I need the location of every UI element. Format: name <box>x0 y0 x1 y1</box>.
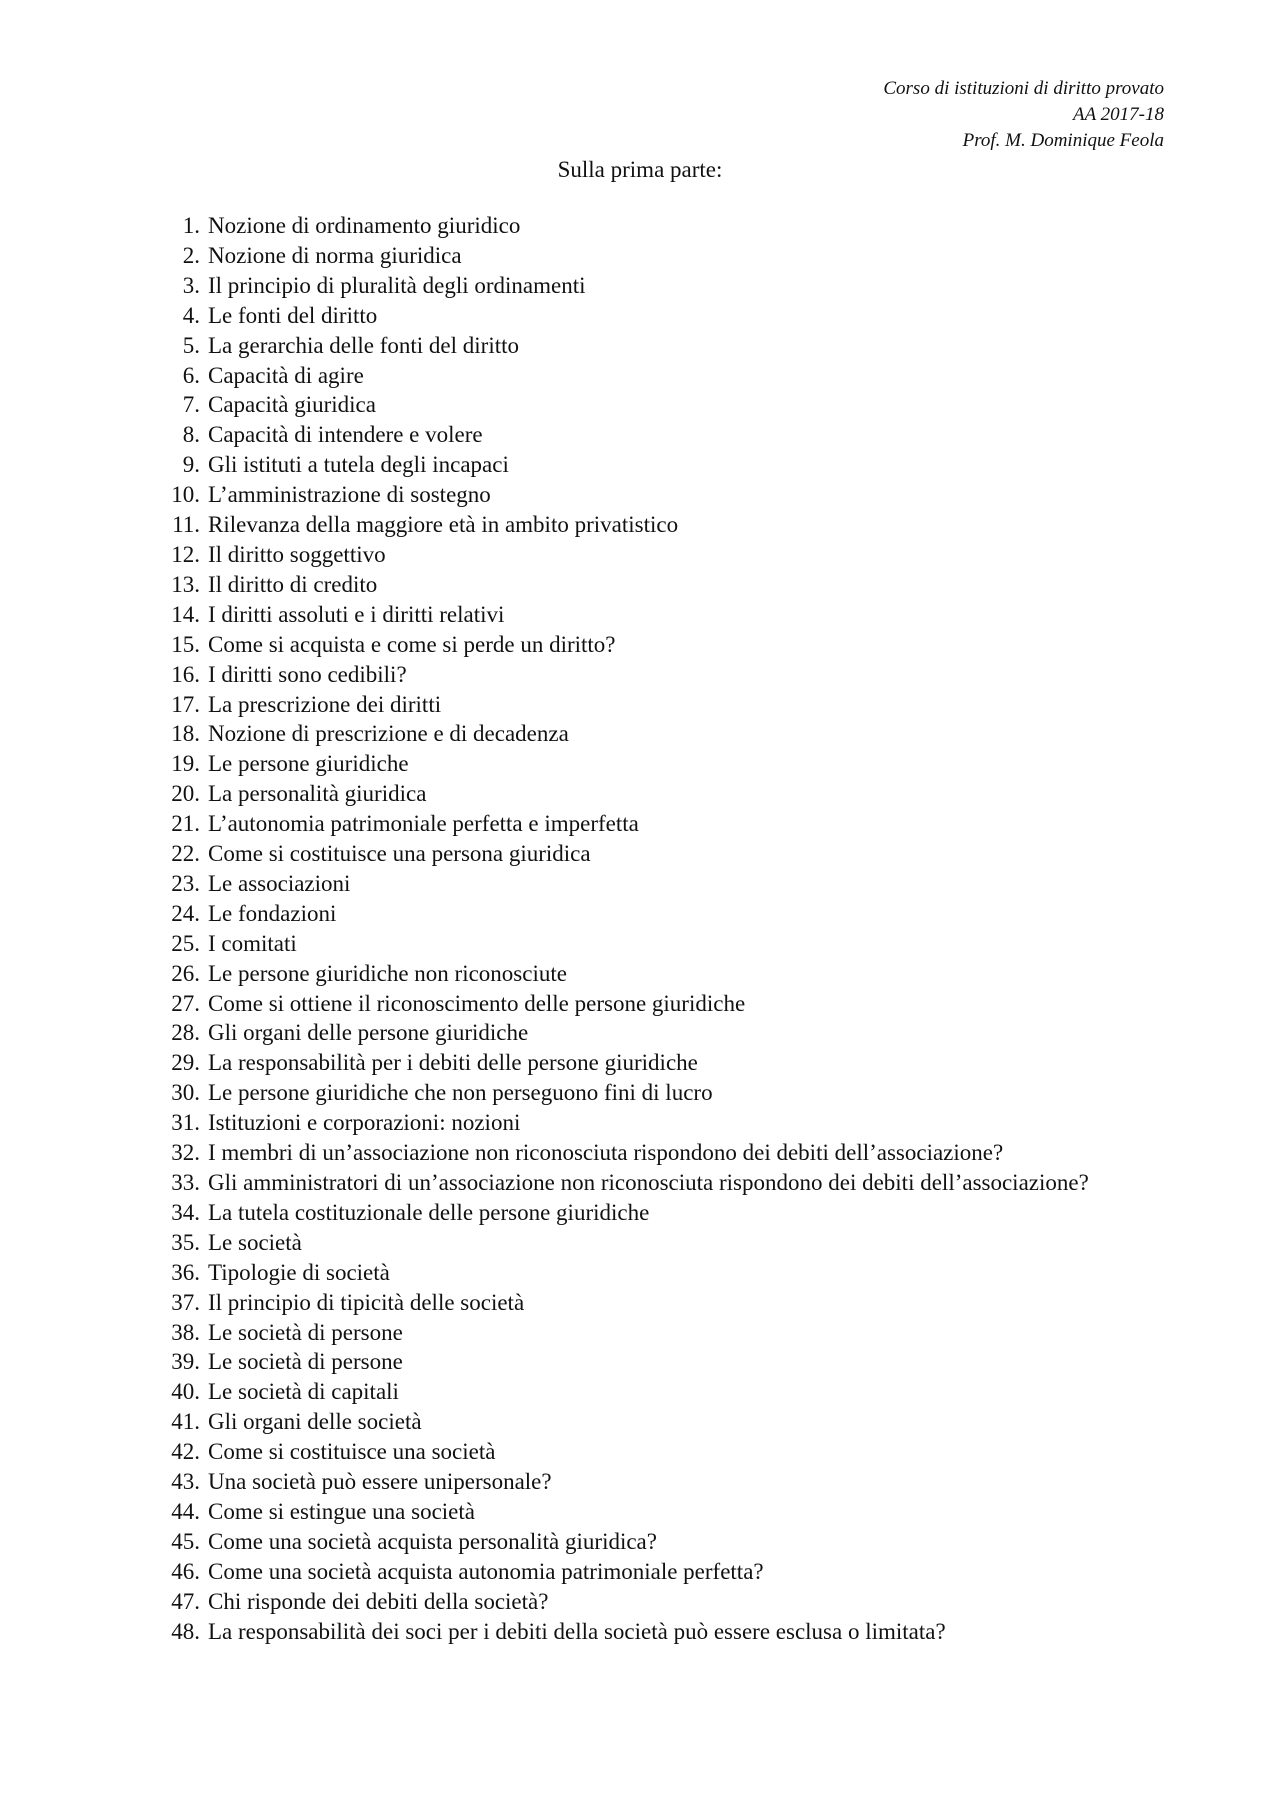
question-number: 2. <box>182 242 200 268</box>
professor-name: Prof. M. Dominique Feola <box>962 130 1164 151</box>
question-text: Tipologie di società <box>208 1259 390 1285</box>
question-number: 4. <box>182 302 200 328</box>
question-text: Le fondazioni <box>208 900 337 926</box>
question-number: 3. <box>182 272 200 298</box>
question-text: L’autonomia patrimoniale perfetta e imperfetta <box>208 811 639 837</box>
question-list <box>150 211 1150 1647</box>
question-number: 44. <box>171 1498 200 1524</box>
question-number: 34. <box>171 1199 200 1225</box>
question-number: 11. <box>172 512 200 538</box>
question-item <box>150 1497 1150 1527</box>
question-number: 21. <box>171 811 200 837</box>
question-number: 24. <box>171 900 200 926</box>
question-item <box>150 510 1150 540</box>
question-item <box>150 1617 1150 1647</box>
question-item <box>150 1587 1150 1617</box>
question-text: La personalità giuridica <box>208 781 427 807</box>
question-text: Le società di capitali <box>208 1379 399 1405</box>
question-item <box>150 1078 1150 1108</box>
question-text: Nozione di prescrizione e di decadenza <box>208 721 569 747</box>
question-text: La prescrizione dei diritti <box>208 691 442 717</box>
question-item <box>150 630 1150 660</box>
question-number: 32. <box>171 1140 200 1166</box>
question-text: Nozione di norma giuridica <box>208 242 462 268</box>
question-number: 20. <box>171 781 200 807</box>
question-text: Come si costituisce una società <box>208 1439 496 1465</box>
question-number: 12. <box>171 541 200 567</box>
question-text: Il diritto di credito <box>208 571 378 597</box>
question-item <box>150 331 1150 361</box>
question-item <box>150 1018 1150 1048</box>
question-item <box>150 690 1150 720</box>
question-text: Le fonti del diritto <box>208 302 378 328</box>
question-text: Le persone giuridiche che non perseguono fini di lucro <box>208 1080 713 1106</box>
question-text: Capacità giuridica <box>208 392 376 418</box>
question-number: 47. <box>171 1588 200 1614</box>
question-text: Gli organi delle persone giuridiche <box>208 1020 529 1046</box>
question-number: 8. <box>182 422 200 448</box>
question-item <box>150 1198 1150 1228</box>
question-item <box>150 241 1150 271</box>
course-name: Corso di istituzioni di diritto provato <box>883 78 1164 99</box>
question-item <box>150 570 1150 600</box>
question-number: 27. <box>171 990 200 1016</box>
question-item <box>150 869 1150 899</box>
question-number: 29. <box>171 1050 200 1076</box>
question-text: La tutela costituzionale delle persone giuridiche <box>208 1199 650 1225</box>
question-text: L’amministrazione di sostegno <box>208 482 491 508</box>
question-number: 38. <box>171 1319 200 1345</box>
question-text: La gerarchia delle fonti del diritto <box>208 332 520 358</box>
question-number: 13. <box>171 571 200 597</box>
question-text: Come si estingue una società <box>208 1498 475 1524</box>
question-item <box>150 1318 1150 1348</box>
question-number: 25. <box>171 930 200 956</box>
question-item <box>150 1557 1150 1587</box>
question-text: I diritti sono cedibili? <box>208 661 407 687</box>
question-text: Come si acquista e come si perde un diritto? <box>208 631 616 657</box>
question-item <box>150 1288 1150 1318</box>
question-number: 45. <box>171 1528 200 1554</box>
question-item <box>150 899 1150 929</box>
question-number: 17. <box>171 691 200 717</box>
question-item <box>150 390 1150 420</box>
question-text: Gli istituti a tutela degli incapaci <box>208 452 509 478</box>
question-item <box>150 839 1150 869</box>
question-number: 39. <box>171 1349 200 1375</box>
question-item <box>150 1048 1150 1078</box>
question-item <box>150 809 1150 839</box>
question-text: I membri di un’associazione non riconosciuta rispondono dei debiti dell’associazione? <box>208 1140 1004 1166</box>
question-number: 7. <box>182 392 200 418</box>
question-number: 23. <box>171 870 200 896</box>
question-item <box>150 660 1150 690</box>
question-number: 43. <box>171 1469 200 1495</box>
question-text: Istituzioni e corporazioni: nozioni <box>208 1110 521 1136</box>
question-item <box>150 1108 1150 1138</box>
question-text: Come si costituisce una persona giuridica <box>208 841 591 867</box>
question-item <box>150 271 1150 301</box>
question-item <box>150 600 1150 630</box>
question-text: Chi risponde dei debiti della società? <box>208 1588 549 1614</box>
question-text: Come si ottiene il riconoscimento delle persone giuridiche <box>208 990 746 1016</box>
question-item <box>150 1138 1150 1168</box>
question-item <box>150 959 1150 989</box>
question-item <box>150 1228 1150 1258</box>
question-item <box>150 420 1150 450</box>
question-item <box>150 719 1150 749</box>
question-text: La responsabilità dei soci per i debiti della società può essere esclusa o limitata? <box>208 1618 946 1644</box>
question-number: 36. <box>171 1259 200 1285</box>
question-item <box>150 211 1150 241</box>
question-item <box>150 1407 1150 1437</box>
question-item <box>150 450 1150 480</box>
question-item <box>150 1527 1150 1557</box>
question-text: Una società può essere unipersonale? <box>208 1469 552 1495</box>
question-item <box>150 1258 1150 1288</box>
question-item <box>150 361 1150 391</box>
question-text: Come una società acquista autonomia patrimoniale perfetta? <box>208 1558 764 1584</box>
question-item <box>150 1347 1150 1377</box>
question-text: Le società di persone <box>208 1319 403 1345</box>
question-text: Gli amministratori di un’associazione non riconosciuta rispondono dei debiti dell’associazione? <box>208 1170 1089 1195</box>
question-number: 16. <box>171 661 200 687</box>
question-item <box>150 779 1150 809</box>
question-text: I comitati <box>208 930 297 956</box>
question-number: 40. <box>171 1379 200 1405</box>
question-text: Il principio di pluralità degli ordinamenti <box>208 272 586 298</box>
question-number: 14. <box>171 601 200 627</box>
question-number: 9. <box>182 452 200 478</box>
question-number: 28. <box>171 1020 200 1046</box>
question-number: 48. <box>171 1618 200 1644</box>
section-title: Sulla prima parte: <box>557 157 723 182</box>
question-number: 37. <box>171 1289 200 1315</box>
question-text: Gli organi delle società <box>208 1409 422 1435</box>
question-number: 30. <box>171 1080 200 1106</box>
question-text: Capacità di intendere e volere <box>208 422 483 448</box>
question-number: 1. <box>182 213 200 238</box>
question-item <box>150 1377 1150 1407</box>
question-number: 5. <box>182 332 200 358</box>
question-text: Il diritto soggettivo <box>208 541 386 567</box>
question-number: 18. <box>171 721 200 747</box>
question-text: Capacità di agire <box>208 362 364 388</box>
question-number: 41. <box>171 1409 200 1435</box>
question-text: La responsabilità per i debiti delle persone giuridiche <box>208 1050 698 1076</box>
question-text: Le associazioni <box>208 870 351 896</box>
question-item <box>150 540 1150 570</box>
question-number: 31. <box>171 1110 200 1136</box>
question-number: 42. <box>171 1439 200 1465</box>
question-number: 46. <box>171 1558 200 1584</box>
question-number: 22. <box>171 841 200 867</box>
academic-year: AA 2017-18 <box>1073 104 1164 125</box>
question-number: 33. <box>171 1170 200 1195</box>
question-text: Le società <box>208 1229 302 1255</box>
question-number: 26. <box>171 960 200 986</box>
question-text: Nozione di ordinamento giuridico <box>208 213 521 238</box>
question-text: Il principio di tipicità delle società <box>208 1289 525 1315</box>
question-item <box>150 929 1150 959</box>
question-text: Le persone giuridiche non riconosciute <box>208 960 567 986</box>
question-text: Le società di persone <box>208 1349 403 1375</box>
question-item <box>150 480 1150 510</box>
question-number: 15. <box>171 631 200 657</box>
question-number: 35. <box>171 1229 200 1255</box>
question-item <box>150 1437 1150 1467</box>
question-text: I diritti assoluti e i diritti relativi <box>208 601 505 627</box>
question-item <box>150 1168 1150 1198</box>
question-item <box>150 301 1150 331</box>
question-number: 19. <box>171 751 200 777</box>
question-text: Come una società acquista personalità giuridica? <box>208 1528 657 1554</box>
question-text: Rilevanza della maggiore età in ambito privatistico <box>208 512 679 538</box>
question-item <box>150 1467 1150 1497</box>
question-text: Le persone giuridiche <box>208 751 409 777</box>
question-number: 10. <box>171 482 200 508</box>
question-number: 6. <box>182 362 200 388</box>
document-header <box>883 76 1164 154</box>
question-item <box>150 749 1150 779</box>
question-item <box>150 989 1150 1019</box>
